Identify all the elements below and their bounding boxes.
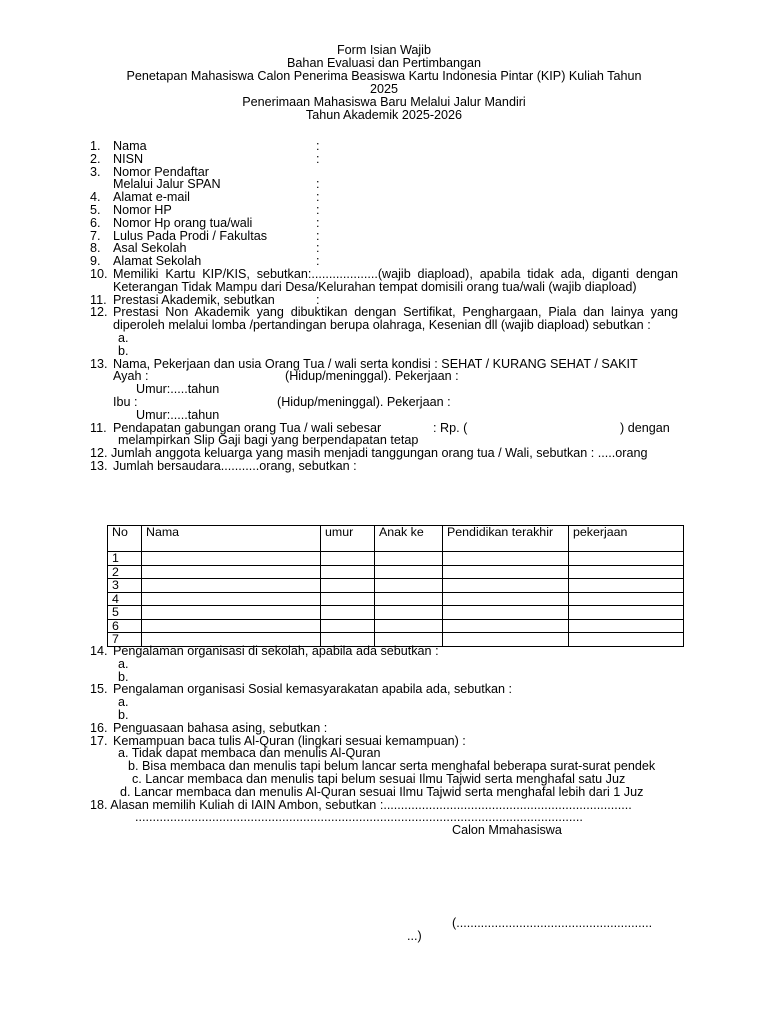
table-header-row [108,526,684,552]
header-line-3: Penetapan Mahasiswa Calon Penerima Beasiswa Kartu Indonesia Pintar (KIP) Kuliah Tahun [126,69,642,83]
form-fields [90,140,678,473]
header-pekerjaan: pekerjaan [569,526,684,552]
field-alamat-sekolah: 9. Alamat Sekolah : [90,254,320,269]
form-fields-lower: 14. Pengalaman organisasi di sekolah, apabila ada sebutkan : a. b. 15. Pengalaman organisasi Sosial kemasyarakatan apabila ada, sebutkan : a. b. 16. Penguasaan bahasa asing, sebutkan : 17. Kemampuan baca tulis Al-Quran (lingkari sesuai kemampuan) : a. Tidak dapat membaca dan menulis Al-Quran b. Bisa membaca dan menulis tapi belum lancar serta menghafal beberapa surat-surat pendek c. Lancar membaca dan menulis tapi belum sesuai Ilmu Tajwid serta menghafal satu Juz d. Lancar membaca dan menulis Al-Quran sesuai Ilmu Tajwid serta menghafal lebih dari 1 Juz 18. Alasan memilih Kuliah di IAIN Ambon, sebutkan :....................................................................... ................................................................................................................................ Calon Mmahasiswa [90,645,678,837]
table-row: 3 [108,579,684,593]
item-organisasi-sosial: 15. Pengalaman organisasi Sosial kemasyarakatan apabila ada, sebutkan : [90,682,513,697]
field-jalur-span: Melalui Jalur SPAN : [113,177,320,192]
item-pendapatan: 11. Pendapatan gabungan orang Tua / wali sebesar : Rp. ( ) dengan melampirkan Slip Gaji bagi yang berpendapatan tetap [90,420,670,448]
quran-option-c: c. Lancar membaca dan menulis tapi belum sesuai Ilmu Tajwid serta menghafal satu Juz [132,771,626,786]
field-nomor-hp: 5. Nomor HP : [90,202,320,217]
header-line-5: Penerimaan Mahasiswa Baru Melalui Jalur Mandiri [242,95,526,109]
header-line-6: Tahun Akademik 2025-2026 [305,108,463,122]
alasan-dots: ................................................................................................................................ [135,810,583,825]
header-umur: umur [321,526,375,552]
item-bersaudara: 13. Jumlah bersaudara...........orang, sebutkan : [90,458,357,473]
quran-option-a: a. Tidak dapat membaca dan menulis Al-Quran [118,746,381,761]
header-no: No [108,526,142,552]
field-nisn: 2. NISN : [90,151,320,166]
header-line-1: Form Isian Wajib [336,43,431,57]
header-line-2: Bahan Evaluasi dan Pertimbangan [287,56,481,70]
item-al-quran: 17. Kemampuan baca tulis Al-Quran (lingkari sesuai kemampuan) : [90,733,466,748]
header-line-4: 2025 [369,82,399,96]
field-email: 4. Alamat e-mail : [90,190,320,205]
item-prestasi-akademik: 11. Prestasi Akademik, sebutkan : [90,292,320,307]
header-nama: Nama [142,526,321,552]
signature-title: Calon Mmahasiswa [452,823,562,838]
form-header [90,44,678,122]
quran-option-b: b. Bisa membaca dan menulis tapi belum lancar serta menghafal beberapa surat-surat pendek [128,759,656,774]
item-orang-tua: 13. Nama, Pekerjaan dan usia Orang Tua / wali serta kondisi : SEHAT / KURANG SEHAT / SAKIT Ayah : (Hidup/meninggal). Pekerjaan : Umur:.....tahun Ibu : (Hidup/meninggal). Pekerjaan : Umur:.....tahun [90,356,638,422]
item-prestasi-non-akademik: 12. Prestasi Non Akademik yang dibuktikan dengan Sertifikat, Penghargaan, Piala dan lainya yang diperoleh melalui lomba /pertandingan berupa olahraga, Kesenian dll (wajib diapload) sebutkan : a. b. [90,305,678,358]
field-nama: 1. Nama : [90,139,320,153]
table-row: 4 [108,592,684,606]
table-row: 6 [108,619,684,633]
field-nomor-pendaftar: 3. Nomor Pendaftar [90,164,209,179]
signature-close: ...) [407,929,422,943]
table-row: 2 [108,565,684,579]
field-prodi: 7. Lulus Pada Prodi / Fakultas : [90,228,320,243]
item-kip: 10. Memiliki Kartu KIP/KIS, sebutkan:...................(wajib diapload), apabila tidak ada, diganti dengan Keterangan Tidak Mampu dari Desa/Kelurahan tempat domisili orang tua/wali (wajib diapload) [90,266,678,294]
item-organisasi-sekolah: 14. Pengalaman organisasi di sekolah, apabila ada sebutkan : [90,644,439,658]
item-alasan: 18. Alasan memilih Kuliah di IAIN Ambon, sebutkan :....................................................................... [90,797,632,812]
item-tanggungan: 12. Jumlah anggota keluarga yang masih menjadi tanggungan orang tua / Wali, sebutkan : .....orang [90,446,648,461]
item-bahasa-asing: 16. Penguasaan bahasa asing, sebutkan : [90,720,328,735]
quran-option-d: d. Lancar membaca dan menulis Al-Quran sesuai Ilmu Tajwid serta menghafal lebih dari 1 Juz [120,784,644,799]
table-row: 7 [108,633,684,647]
header-anak-ke: Anak ke [375,526,443,552]
field-asal-sekolah: 8. Asal Sekolah : [90,241,320,256]
signature-line: (........................................................ [452,916,653,930]
saudara-table [107,525,684,647]
table-row: 5 [108,606,684,620]
field-hp-ortu: 6. Nomor Hp orang tua/wali : [90,215,320,230]
table-row: 1 [108,552,684,566]
header-pendidikan: Pendidikan terakhir [443,526,569,552]
